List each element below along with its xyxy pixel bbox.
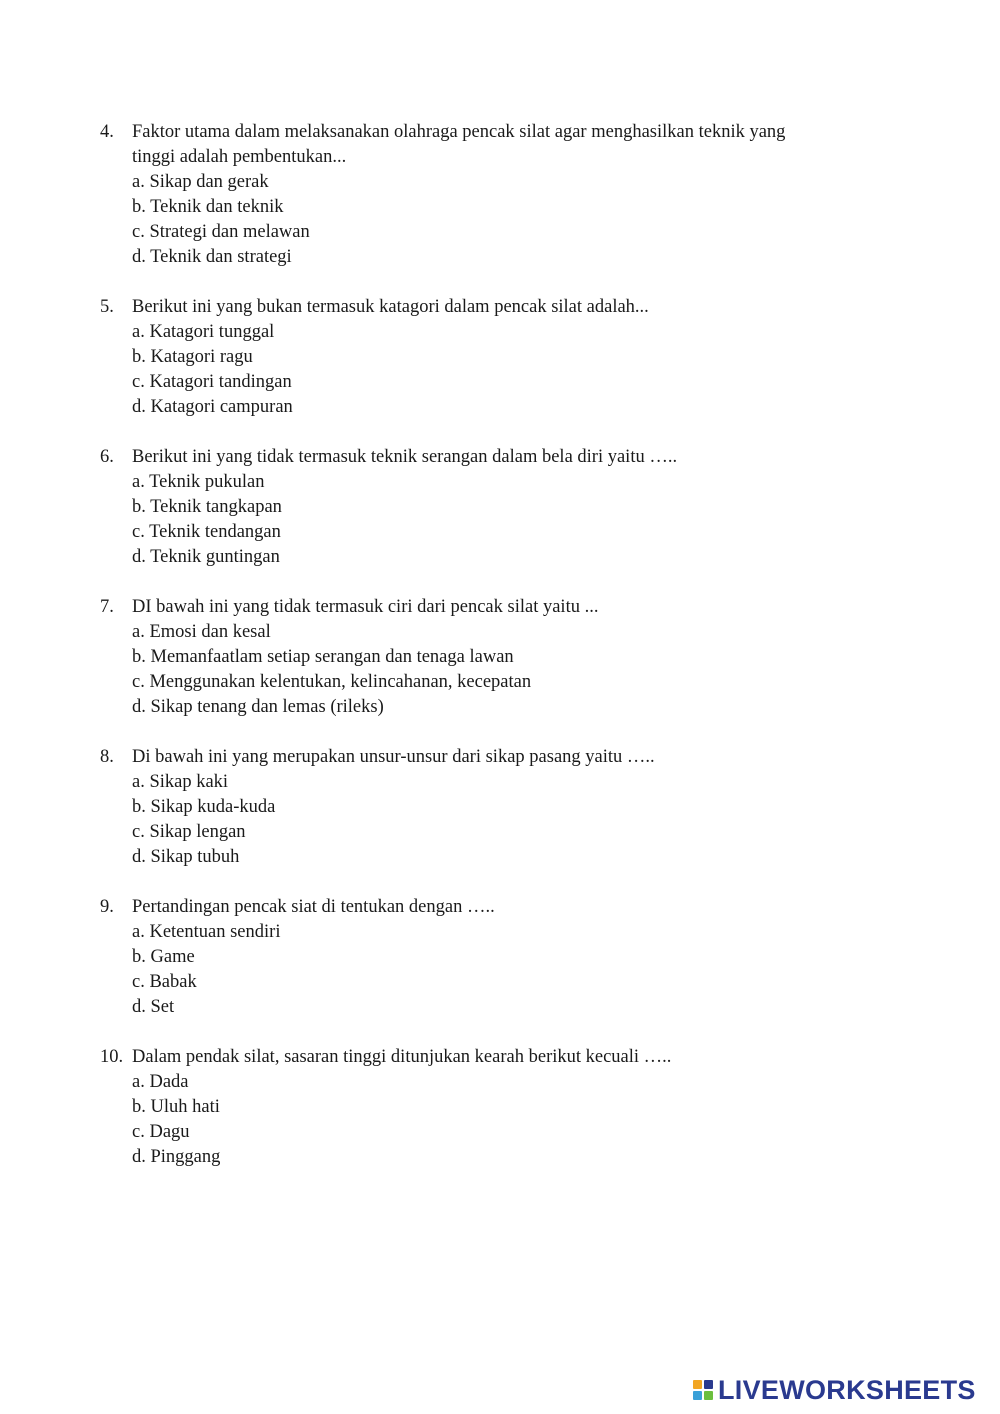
option-c: c. Strategi dan melawan (132, 222, 310, 242)
option-c: c. Babak (132, 972, 197, 992)
question-text-line: DI bawah ini yang tidak termasuk ciri dari pencak silat yaitu ... (132, 597, 599, 617)
question-text-line: Pertandingan pencak siat di tentukan dengan ….. (132, 897, 495, 917)
option-b: b. Teknik dan teknik (132, 197, 284, 217)
option-c: c. Teknik tendangan (132, 522, 281, 542)
options-list (132, 1070, 900, 1170)
option-a: a. Dada (132, 1072, 189, 1092)
option-d: d. Pinggang (132, 1147, 221, 1167)
option-c: c. Menggunakan kelentukan, kelincahanan, kecepatan (132, 672, 532, 692)
logo-square (704, 1391, 713, 1400)
question-text-line: Di bawah ini yang merupakan unsur-unsur dari sikap pasang yaitu ….. (132, 747, 655, 767)
question-9 (100, 895, 900, 1020)
question-6 (100, 445, 900, 570)
options-list (132, 170, 900, 270)
logo-square (704, 1380, 713, 1389)
option-a: a. Sikap dan gerak (132, 172, 269, 192)
option-c: c. Katagori tandingan (132, 372, 292, 392)
question-8 (100, 745, 900, 870)
question-number: 9. (100, 897, 114, 917)
option-c: c. Sikap lengan (132, 822, 246, 842)
option-d: d. Katagori campuran (132, 397, 293, 417)
logo-square (693, 1391, 702, 1400)
option-c: c. Dagu (132, 1122, 190, 1142)
option-d: d. Sikap tubuh (132, 847, 240, 867)
question-number: 7. (100, 597, 114, 617)
option-a: a. Emosi dan kesal (132, 622, 271, 642)
option-b: b. Game (132, 947, 195, 967)
options-list (132, 470, 900, 570)
question-text-line: tinggi adalah pembentukan... (132, 147, 347, 167)
options-list (132, 620, 900, 720)
question-7 (100, 595, 900, 720)
option-b: b. Katagori ragu (132, 347, 253, 367)
question-5 (100, 295, 900, 420)
question-number: 10. (100, 1047, 124, 1067)
option-b: b. Uluh hati (132, 1097, 220, 1117)
option-b: b. Memanfaatlam setiap serangan dan tenaga lawan (132, 647, 514, 667)
option-b: b. Sikap kuda-kuda (132, 797, 276, 817)
option-d: d. Teknik dan strategi (132, 247, 292, 267)
option-a: a. Teknik pukulan (132, 472, 265, 492)
question-text-line: Faktor utama dalam melaksanakan olahraga pencak silat agar menghasilkan teknik yang (132, 122, 786, 142)
question-10 (100, 1045, 900, 1170)
liveworksheets-logo (693, 1375, 976, 1405)
option-a: a. Ketentuan sendiri (132, 922, 281, 942)
options-list (132, 920, 900, 1020)
question-text-line: Dalam pendak silat, sasaran tinggi ditunjukan kearah berikut kecuali ….. (132, 1047, 672, 1067)
option-d: d. Teknik guntingan (132, 547, 280, 567)
option-a: a. Katagori tunggal (132, 322, 275, 342)
question-text-line: Berikut ini yang bukan termasuk katagori dalam pencak silat adalah... (132, 297, 649, 317)
logo-square (693, 1380, 702, 1389)
option-d: d. Set (132, 997, 175, 1017)
question-number: 8. (100, 747, 114, 767)
question-number: 4. (100, 122, 114, 142)
question-number: 6. (100, 447, 114, 467)
options-list (132, 770, 900, 870)
options-list (132, 320, 900, 420)
option-d: d. Sikap tenang dan lemas (rileks) (132, 697, 384, 717)
logo-text: LIVEWORKSHEETS (718, 1374, 976, 1405)
option-a: a. Sikap kaki (132, 772, 229, 792)
liveworksheets-logo-icon (693, 1380, 713, 1400)
question-number: 5. (100, 297, 114, 317)
option-b: b. Teknik tangkapan (132, 497, 282, 517)
question-text-line: Berikut ini yang tidak termasuk teknik serangan dalam bela diri yaitu ….. (132, 447, 678, 467)
question-4 (100, 120, 900, 270)
